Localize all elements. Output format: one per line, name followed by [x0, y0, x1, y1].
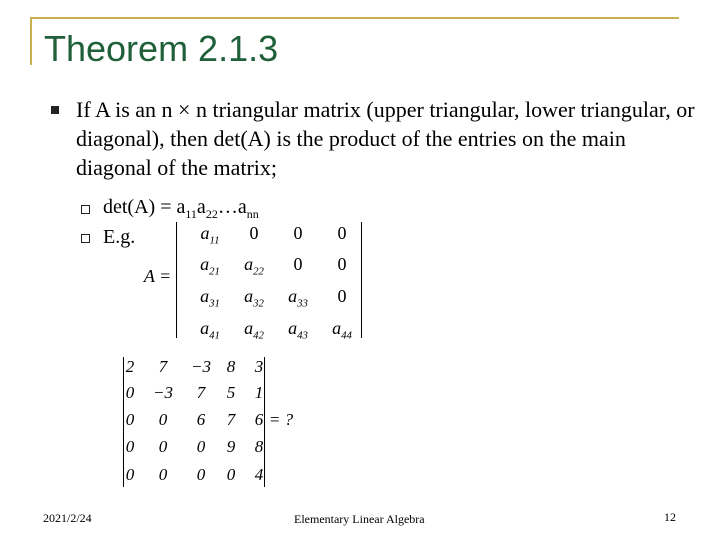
lower-triangular-matrix	[140, 214, 370, 344]
slide-title: Theorem 2.1.3	[44, 28, 279, 69]
footer-course: Elementary Linear Algebra	[294, 512, 425, 526]
matrix-entry: $a_{43}$	[288, 318, 308, 342]
matrix-entry: 0	[158, 410, 168, 429]
matrix-entry: 0	[293, 223, 303, 243]
matrix-entry: 1	[254, 383, 264, 402]
matrix-label: A =	[143, 266, 172, 286]
matrix-entry: 6	[254, 410, 264, 429]
matrix-entry: 0	[226, 465, 236, 484]
matrix-entry: 0	[337, 286, 347, 306]
matrix-entry: 0	[337, 223, 347, 243]
determinant-formula: $\det(A) = a_{11}a_{22}\dots a_{nn}$	[103, 196, 259, 221]
matrix-entry: $a_{41}$	[200, 318, 220, 342]
matrix-entry: $a_{32}$	[244, 286, 264, 310]
matrix-entry: 7	[158, 357, 168, 376]
matrix-entry: 4	[254, 465, 264, 484]
matrix-entry: 2	[125, 357, 135, 376]
matrix-question: = ?	[268, 410, 294, 429]
matrix-entry: 8	[226, 357, 236, 376]
title-frame-left	[30, 17, 32, 65]
matrix-entry: 0	[125, 465, 135, 484]
matrix-entry: 3	[254, 357, 264, 376]
matrix-entry: −3	[153, 383, 173, 402]
matrix-entry: $a_{22}$	[244, 254, 264, 278]
matrix-entry: $a_{21}$	[200, 254, 220, 278]
matrix-entry: $a_{44}$	[332, 318, 352, 342]
footer-date: 2021/2/24	[43, 511, 92, 525]
matrix-entry: 0	[125, 410, 135, 429]
sub-bullet-square-icon	[81, 205, 90, 214]
matrix-entry: 5	[226, 383, 236, 402]
matrix-entry: $a_{11}$	[200, 223, 220, 247]
matrix-entry: −3	[191, 357, 211, 376]
matrix-entry: 8	[254, 437, 264, 456]
matrix-entry: 0	[196, 465, 206, 484]
theorem-statement: If A is an n × n triangular matrix (upper triangular, lower triangular, or diagonal), then det(A) is the product of the entries on the main diagonal of the matrix;	[76, 97, 695, 180]
matrix-entry: 0	[293, 254, 303, 274]
matrix-entry: 7	[196, 383, 206, 402]
matrix-entry: $a_{33}$	[288, 286, 308, 310]
matrix-entry: $a_{31}$	[200, 286, 220, 310]
matrix-entry: $a_{42}$	[244, 318, 264, 342]
matrix-entry: 0	[125, 437, 135, 456]
bullet-square-icon	[51, 106, 59, 114]
title-frame-top	[30, 17, 679, 19]
matrix-entry: 0	[196, 437, 206, 456]
matrix-entry: 6	[196, 410, 206, 429]
sub-bullet-square-icon	[81, 234, 90, 243]
upper-triangular-matrix	[120, 355, 310, 490]
matrix-left-bar	[176, 222, 177, 338]
matrix-entry: 0	[158, 465, 168, 484]
matrix-entry: 9	[226, 437, 236, 456]
matrix-entry: 7	[226, 410, 236, 429]
matrix-entry: 0	[125, 383, 135, 402]
example-label: E.g.	[103, 226, 136, 248]
matrix-entry: 0	[158, 437, 168, 456]
footer-page-number: 12	[664, 510, 676, 524]
matrix-entry: 0	[249, 223, 259, 243]
matrix-entry: 0	[337, 254, 347, 274]
